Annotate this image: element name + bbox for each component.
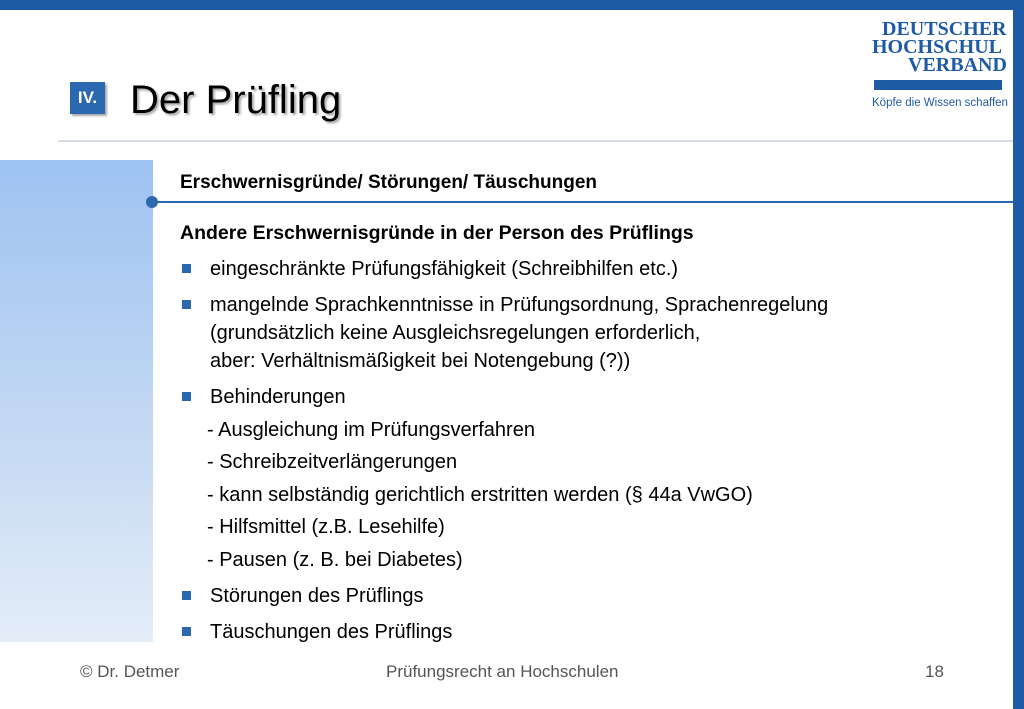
bullet-text: eingeschränkte Prüfungsfähigkeit (Schreibhilfen etc.) <box>210 258 679 280</box>
right-frame-bar <box>1013 0 1024 709</box>
dash-item: - Pausen (z. B. bei Diabetes) <box>207 548 463 571</box>
logo-tagline: Köpfe die Wissen schaffen <box>872 97 1008 109</box>
top-frame-bar <box>0 0 1024 10</box>
footer-author: © Dr. Detmer <box>80 662 180 681</box>
bullet-text: Störungen des Prüflings <box>210 584 424 607</box>
subtitle-divider <box>152 201 1013 203</box>
page-title: Der Prüfling <box>130 78 342 122</box>
bullet-item <box>180 383 980 411</box>
bullet-item <box>180 582 980 610</box>
footer-title: Prüfungsrecht an Hochschulen <box>386 662 619 681</box>
bullet-item <box>180 255 980 283</box>
dash-item: - Schreibzeitverlängerungen <box>207 451 458 473</box>
dash-item: - Hilfsmittel (z.B. Lesehilfe) <box>207 516 445 538</box>
dhv-logo <box>864 18 1010 118</box>
header-divider <box>58 140 1013 142</box>
dash-item: - Ausgleichung im Prüfungsverfahren <box>207 418 535 441</box>
bullet-item <box>180 291 980 375</box>
square-bullet-icon <box>182 300 191 309</box>
square-bullet-icon <box>182 591 191 600</box>
logo-bar <box>874 80 1002 90</box>
bullet-text: Behinderungen <box>210 386 346 408</box>
square-bullet-icon <box>182 264 191 273</box>
bullet-text: Täuschungen des Prüflings <box>210 620 453 643</box>
section-badge: IV. <box>70 82 105 114</box>
bullet-text: aber: Verhältnismäßigkeit bei Notengebung (?)) <box>210 350 631 372</box>
side-gradient-panel <box>0 160 153 642</box>
logo-line-3: VERBAND <box>908 54 1007 76</box>
square-bullet-icon <box>182 627 191 636</box>
divider-dot <box>146 196 158 208</box>
bullet-text: (grundsätzlich keine Ausgleichsregelungen erforderlich, <box>210 322 701 344</box>
page-number: 18 <box>925 662 944 681</box>
square-bullet-icon <box>182 392 191 401</box>
bullet-text: mangelnde Sprachkenntnisse in Prüfungsordnung, Sprachenregelung <box>210 294 829 316</box>
logo-line-2: HOCHSCHUL <box>872 36 1003 58</box>
slide-content <box>180 219 980 654</box>
slide-subtitle: Erschwernisgründe/ Störungen/ Täuschungen <box>180 172 597 193</box>
content-heading: Andere Erschwernisgründe in der Person des Prüflings <box>180 222 694 244</box>
bullet-item <box>180 618 980 646</box>
logo-line-1: DEUTSCHER <box>882 18 1007 40</box>
dash-item: - kann selbständig gerichtlich erstritten werden (§ 44a VwGO) <box>207 483 753 506</box>
